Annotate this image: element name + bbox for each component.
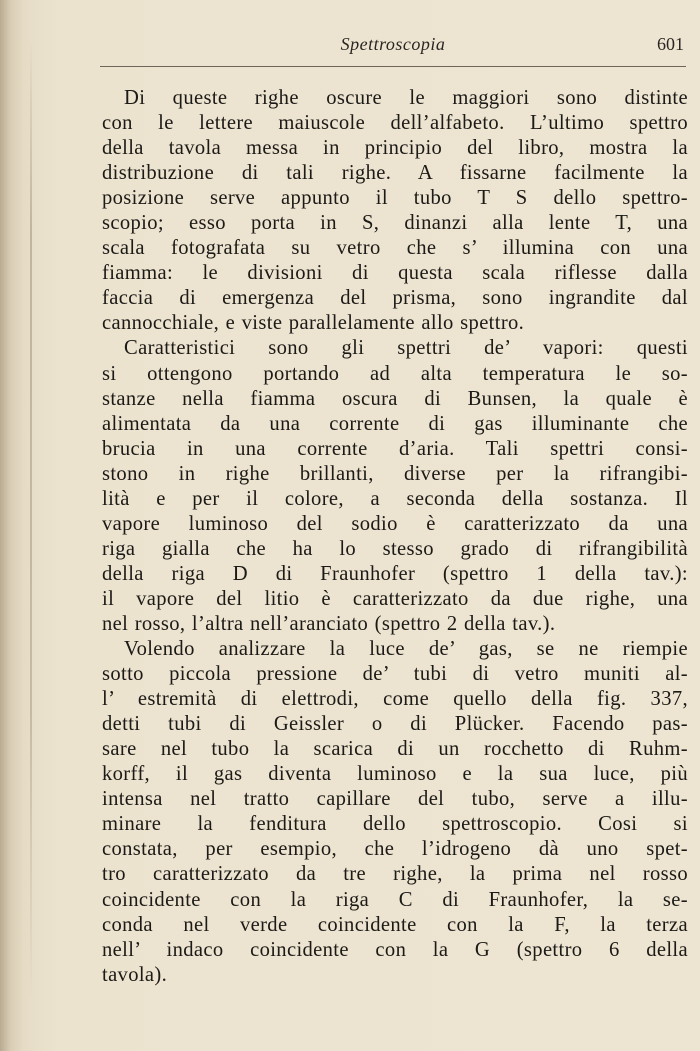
text-line: coincidente con la riga C di Fraunhofer, la se- — [102, 888, 688, 911]
text-line: della riga D di Fraunhofer (spettro 1 della tav.): — [102, 562, 688, 585]
running-head — [100, 34, 686, 60]
body-text — [102, 86, 688, 988]
page-number: 601 — [657, 34, 684, 54]
text-line: della tavola messa in principio del libro, mostra la — [102, 137, 688, 160]
text-line: conda nel verde coincidente con la F, la terza — [102, 913, 688, 936]
text-line: stono in righe brillanti, diverse per la rifrangibi- — [102, 462, 688, 485]
text-line: Di queste righe oscure le maggiori sono distinte — [124, 87, 688, 109]
text-line: Volendo analizzare la luce de’ gas, se ne riempie — [124, 638, 688, 661]
text-line: riga gialla che ha lo stesso grado di rifrangibilità — [102, 537, 688, 560]
page-gutter — [30, 40, 32, 1000]
text-line: intensa nel tratto capillare del tubo, serve a illu- — [102, 788, 688, 811]
paragraph-2 — [102, 336, 688, 637]
text-line: scala fotografata su vetro che s’ illumina con una — [102, 237, 688, 260]
paragraph-3 — [102, 637, 688, 988]
running-title: Spettroscopia — [340, 34, 446, 54]
text-line: korff, il gas diventa luminoso e la sua luce, più — [102, 763, 688, 786]
text-line: minare la fenditura dello spettroscopio. Cosi si — [102, 813, 688, 836]
paragraph-1 — [102, 86, 688, 336]
text-line: constata, per esempio, che l’idrogeno dà uno spet- — [102, 838, 688, 861]
text-line: fiamma: le divisioni di questa scala riflesse dalla — [102, 262, 688, 285]
text-line: lità e per il colore, a seconda della sostanza. Il — [102, 487, 688, 510]
text-line: con le lettere maiuscole dell’alfabeto. L’ultimo spettro — [102, 112, 688, 135]
text-line: alimentata da una corrente di gas illuminante che — [102, 412, 688, 435]
text-line: l’ estremità di elettrodi, come quello della fig. 337, — [102, 688, 688, 711]
text-line: vapore luminoso del sodio è caratterizzato da una — [102, 512, 688, 535]
text-line: tro caratterizzato da tre righe, la prima nel rosso — [102, 863, 688, 886]
text-line: detti tubi di Geissler o di Plücker. Facendo pas- — [102, 713, 688, 736]
text-line: cannocchiale, e viste parallelamente allo spettro. — [102, 312, 525, 335]
text-line: faccia di emergenza del prisma, sono ingrandite dal — [102, 287, 688, 310]
text-line: il vapore del litio è caratterizzato da due righe, una — [102, 587, 688, 610]
text-line: Caratteristici sono gli spettri de’ vapori: questi — [124, 337, 688, 360]
text-line: nell’ indaco coincidente con la G (spettro 6 della — [102, 938, 688, 961]
text-line: scopio; esso porta in S, dinanzi alla lente T, una — [102, 212, 688, 235]
header-rule — [100, 66, 686, 67]
text-line: si ottengono portando ad alta temperatura le so- — [102, 362, 688, 385]
text-line: posizione serve appunto il tubo T S dello spettro- — [102, 187, 688, 210]
text-line: distribuzione di tali righe. A fissarne facilmente la — [102, 162, 688, 185]
text-line: stanze nella fiamma oscura di Bunsen, la quale è — [102, 387, 688, 410]
text-line: sotto piccola pressione de’ tubi di vetro muniti al- — [102, 663, 688, 686]
text-line: tavola). — [102, 963, 168, 986]
text-line: sare nel tubo la scarica di un rocchetto di Ruhm- — [102, 738, 688, 761]
text-line: nel rosso, l’altra nell’aranciato (spettro 2 della tav.). — [102, 612, 556, 635]
text-line: brucia in una corrente d’aria. Tali spettri consi- — [102, 437, 688, 460]
